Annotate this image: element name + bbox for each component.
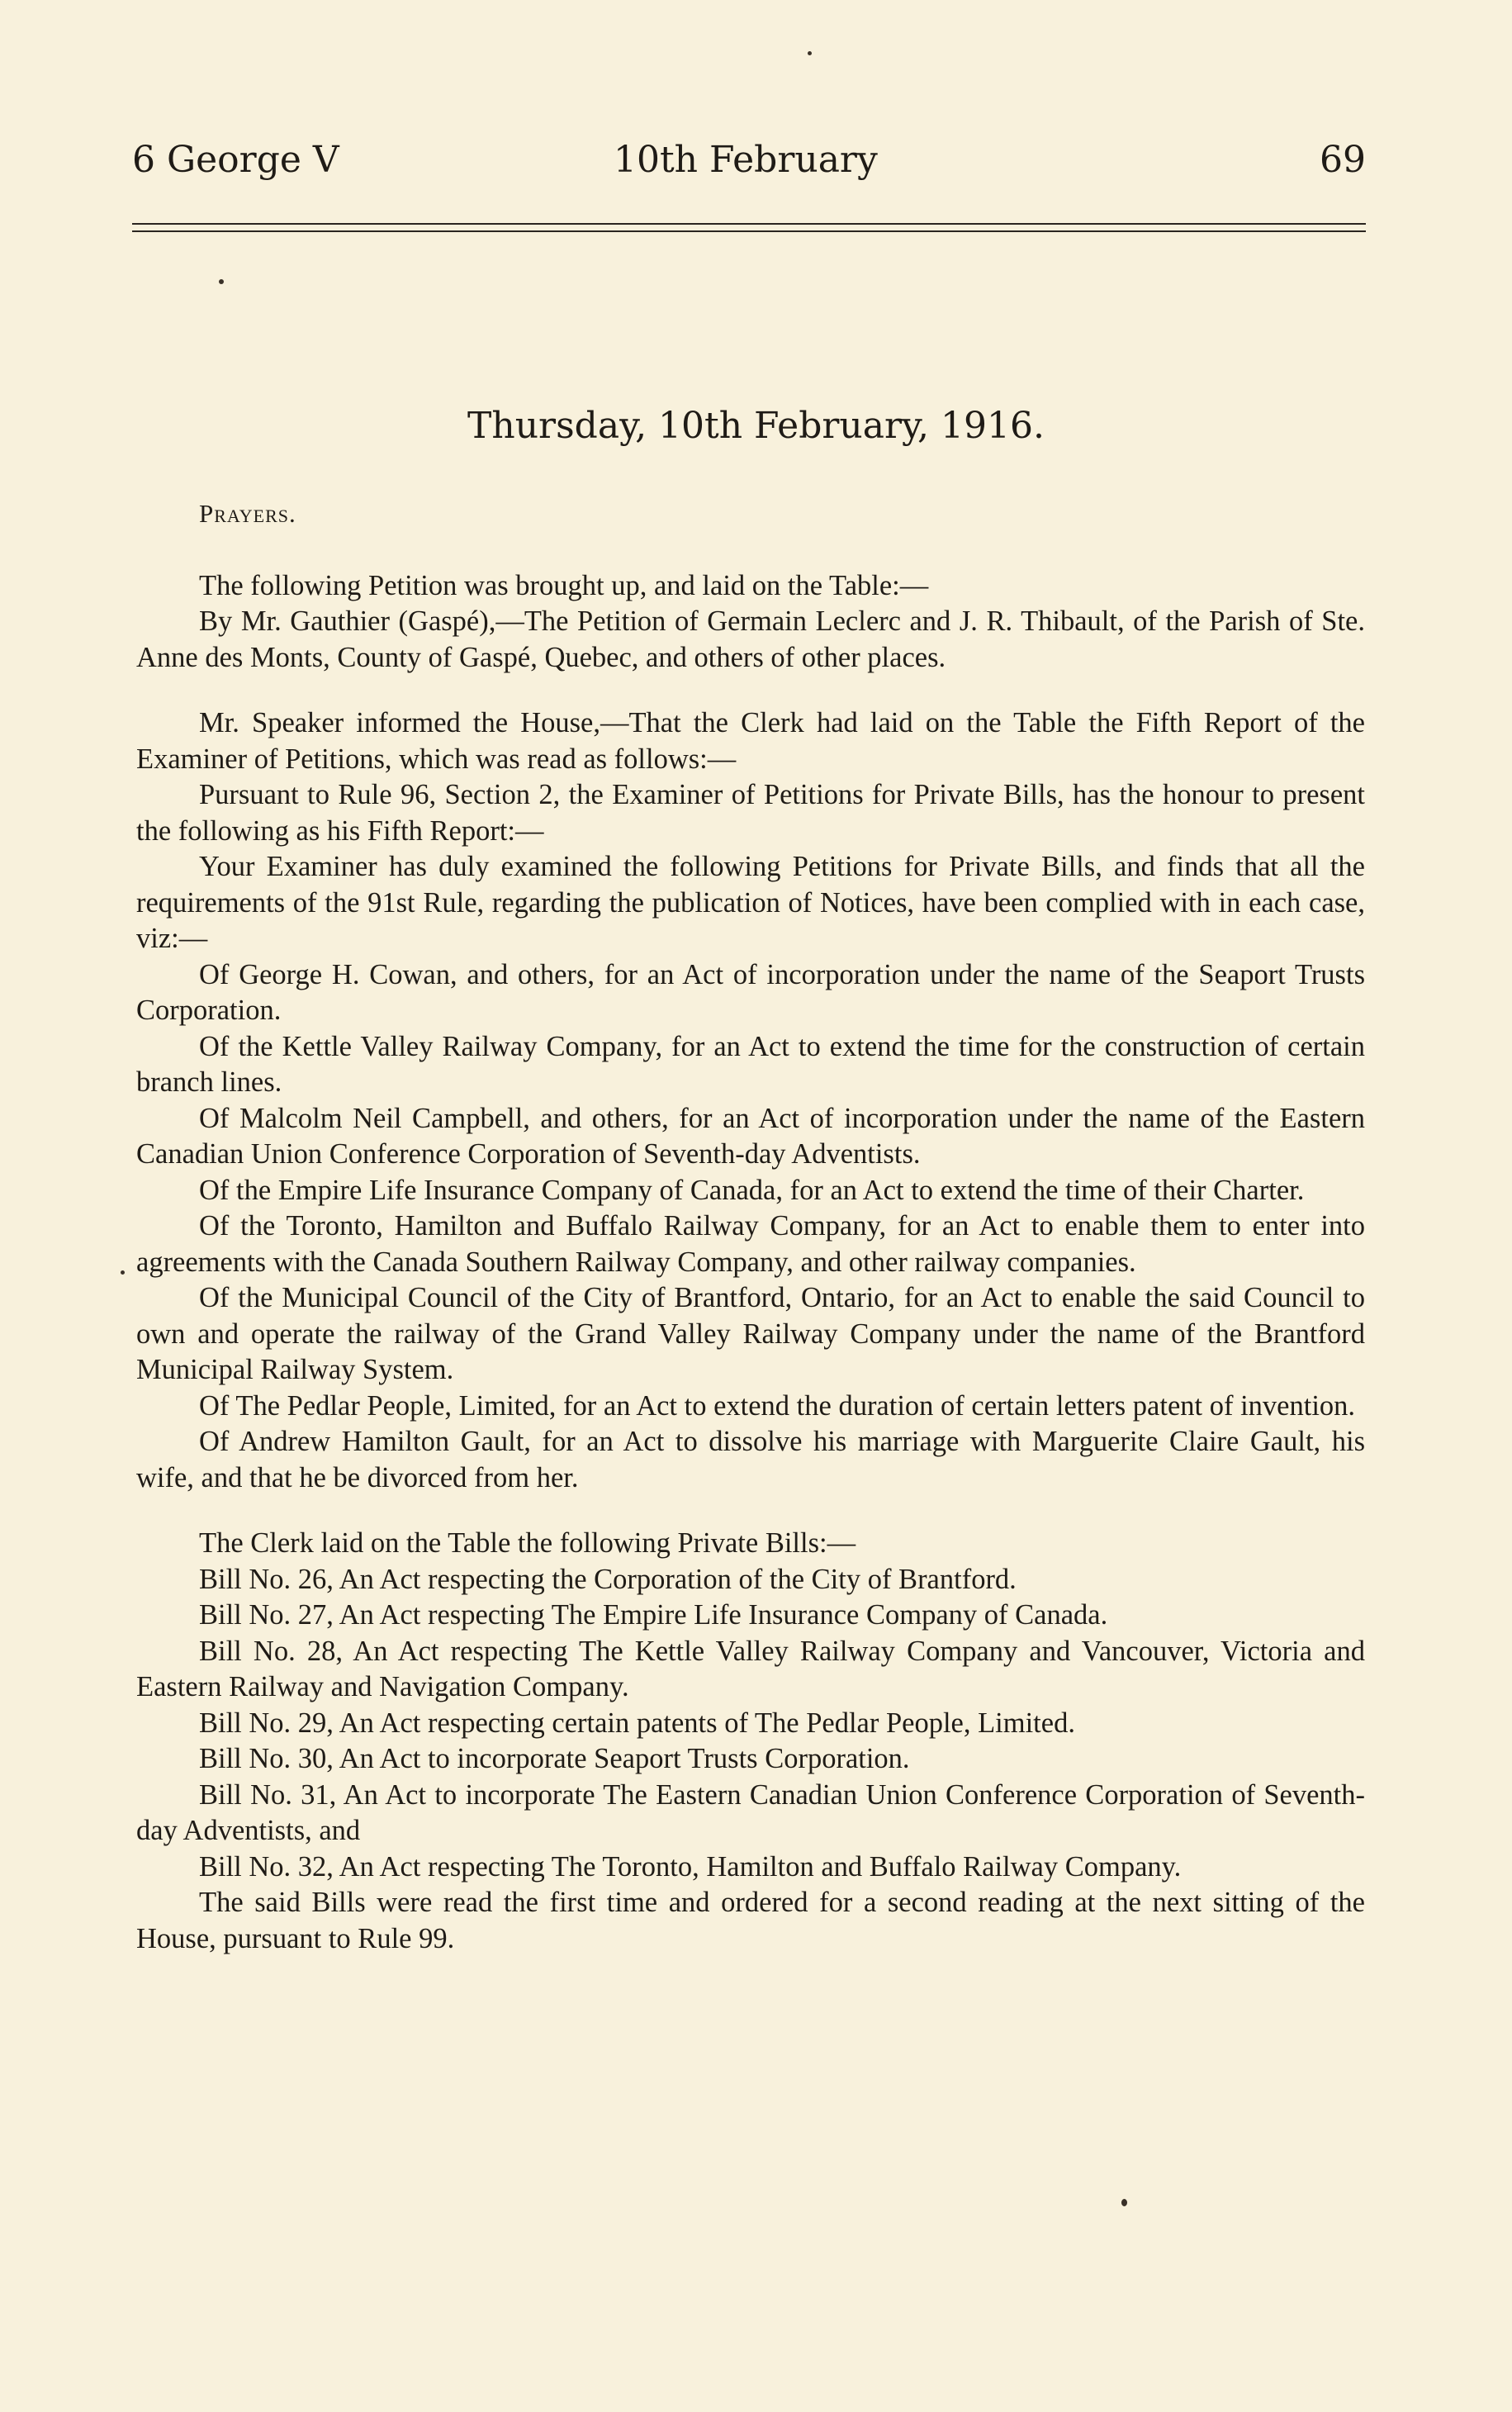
bills-intro: The Clerk laid on the Table the following Private Bills:— — [199, 1527, 856, 1559]
bill-item: Bill No. 29, An Act respecting certain patents of The Pedlar People, Limited. — [199, 1707, 1075, 1739]
ink-speck — [219, 279, 224, 284]
petition-intro: The following Petition was brought up, and laid on the Table:— — [199, 569, 929, 601]
page-number: 69 — [1320, 139, 1366, 181]
section-gap — [136, 676, 1365, 705]
report-examined: Your Examiner has duly examined the following Petitions for Private Bills, and finds that all the requirements of the 91st Rule, regarding the publication of Notices, have been complied with in each case, viz:— — [136, 851, 1365, 954]
ink-speck — [121, 1270, 125, 1275]
header-rule — [132, 230, 1366, 232]
petition-item: Of George H. Cowan, and others, for an Act of incorporation under the name of the Seaport Trusts Corporation. — [136, 958, 1365, 1026]
bill-item: Bill No. 27, An Act respecting The Empire Life Insurance Company of Canada. — [199, 1599, 1108, 1631]
petition-item: Of the Empire Life Insurance Company of Canada, for an Act to extend the time of their Charter. — [199, 1174, 1305, 1206]
bill-item: Bill No. 32, An Act respecting The Toronto, Hamilton and Buffalo Railway Company. — [199, 1850, 1182, 1883]
report-intro: Mr. Speaker informed the House,—That the Clerk had laid on the Table the Fifth Report of the Examiner of Petitions, which was read as follows:— — [136, 707, 1365, 775]
bill-item: Bill No. 31, An Act to incorporate The Eastern Canadian Union Conference Corporation of Seventh-day Adventists, and — [136, 1778, 1365, 1846]
petition-item: Of Malcolm Neil Campbell, and others, for an Act of incorporation under the name of the Eastern Canadian Union Conference Corporation of Seventh-day Adventists. — [136, 1102, 1365, 1170]
section-gap — [136, 1496, 1365, 1526]
petition-item: Of the Toronto, Hamilton and Buffalo Railway Company, for an Act to enable them to enter into agreements with the Canada Southern Railway Company, and other railway companies. — [136, 1210, 1365, 1278]
sitting-date: Thursday, 10th February, 1916. — [467, 405, 1045, 447]
header-rule — [132, 223, 1366, 225]
petition-item: Of the Municipal Council of the City of Brantford, Ontario, for an Act to enable the said Council to own and operate the railway of the Grand Valley Railway Company under the name of the Brantford Municipal Railway System. — [136, 1282, 1365, 1385]
report-pursuant: Pursuant to Rule 96, Section 2, the Examiner of Petitions for Private Bills, has the honour to present the following as his Fifth Report:— — [136, 779, 1365, 847]
running-header — [132, 139, 1366, 188]
prayers-heading: Prayers. — [199, 499, 296, 528]
petition-item: Of Andrew Hamilton Gault, for an Act to dissolve his marriage with Marguerite Claire Gault, his wife, and that he be divorced from her. — [136, 1426, 1365, 1493]
ink-speck — [808, 51, 812, 55]
bill-item: Bill No. 26, An Act respecting the Corporation of the City of Brantford. — [199, 1563, 1017, 1595]
petition-item: Of the Kettle Valley Railway Company, for an Act to extend the time for the construction of certain branch lines. — [136, 1030, 1365, 1098]
regnal-year: 6 George V — [132, 139, 339, 181]
bill-item: Bill No. 28, An Act respecting The Kettle Valley Railway Company and Vancouver, Victoria and Eastern Railway and Navigation Company. — [136, 1635, 1365, 1702]
journal-body — [136, 496, 1365, 1957]
bill-item: Bill No. 30, An Act to incorporate Seaport Trusts Corporation. — [199, 1743, 910, 1774]
petition-item: Of The Pedlar People, Limited, for an Act to extend the duration of certain letters patent of invention. — [199, 1389, 1356, 1422]
bills-closing: The said Bills were read the first time and ordered for a second reading at the next sitting of the House, pursuant to Rule 99. — [136, 1887, 1365, 1954]
ink-speck — [1121, 2199, 1127, 2206]
petition-text: By Mr. Gauthier (Gaspé),—The Petition of Germain Leclerc and J. R. Thibault, of the Parish of Ste. Anne des Monts, County of Gaspé, Quebec, and others of other places. — [136, 605, 1365, 673]
header-date: 10th February — [614, 139, 878, 181]
